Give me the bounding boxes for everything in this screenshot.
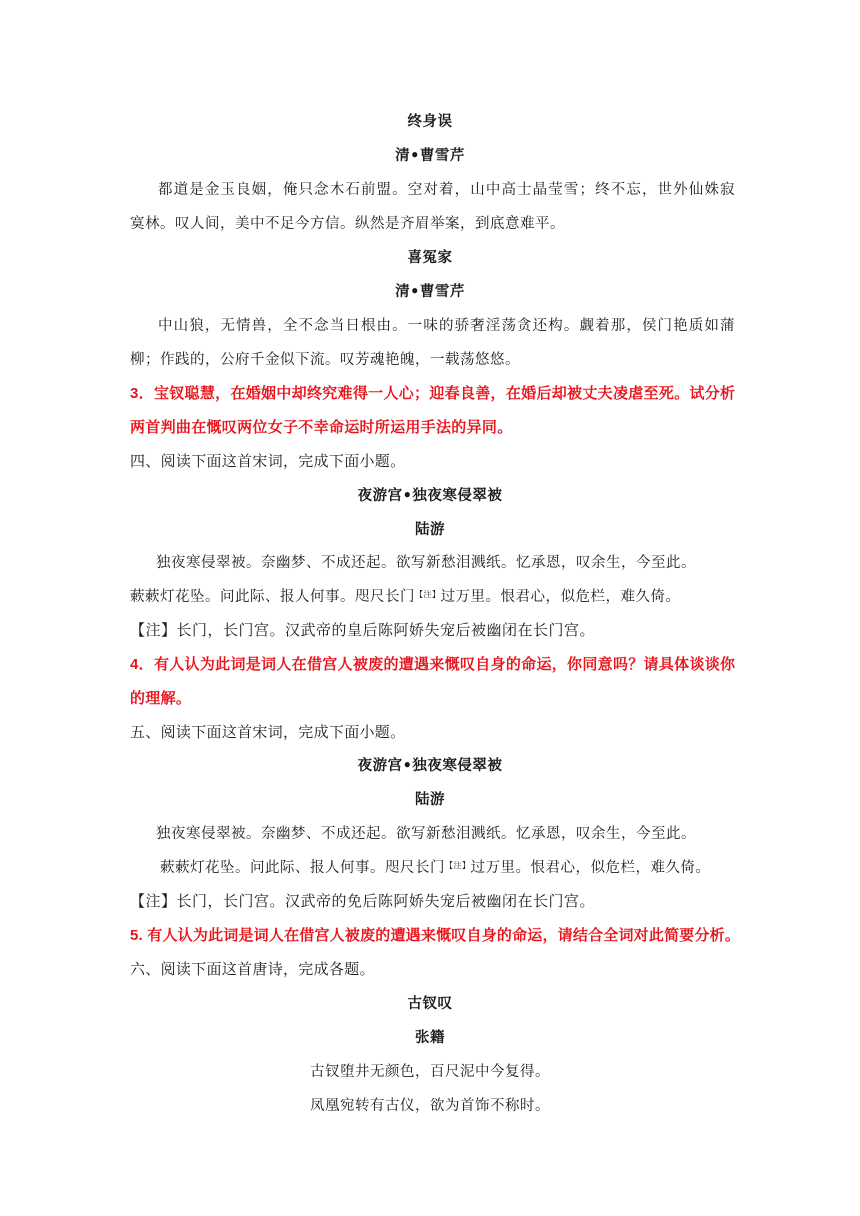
section5-line2-part2: 过万里。恨君心，似危栏，难久倚。 [470, 860, 711, 876]
section6-line2: 凤凰宛转有古仪，欲为首饰不称时。 [310, 1098, 550, 1114]
question4-line1: 4．有人认为此词是词人在借宫人被废的遭遇来慨叹自身的命运，你同意吗？请具体谈谈你 [130, 656, 736, 673]
poem2-line2: 柳；作践的，公府千金似下流。叹芳魂艳魄，一载荡悠悠。 [130, 352, 520, 368]
section6-line1: 古钗堕井无颜色，百尺泥中今复得。 [310, 1064, 550, 1080]
poem1-line2: 寞林。叹人间，美中不足今方信。纵然是齐眉举案，到底意难平。 [130, 216, 565, 232]
section4-line2-part1: 蔌蔌灯花坠。问此际、报人何事。咫尺长门 [130, 589, 415, 605]
poem2-title: 喜冤家 [407, 249, 453, 266]
poem1-line1: 都道是金玉良姻，俺只念木石前盟。空对着，山中高士晶莹雪；终不忘，世外仙姝寂 [158, 182, 735, 198]
section6-title: 古钗叹 [407, 995, 453, 1012]
section4-heading: 四、阅读下面这首宋词，完成下面小题。 [130, 453, 406, 470]
poem2-line1: 中山狼，无情兽，全不念当日根由。一味的骄奢淫荡贪还构。觑着那，侯门艳质如蒲 [158, 318, 735, 334]
poem2-author: 清•曹雪芹 [395, 283, 465, 300]
question3-line1: 3．宝钗聪慧，在婚姻中却终究难得一人心；迎春良善，在婚后却被丈夫凌虐至死。试分析 [130, 385, 736, 402]
section4-line1: 独夜寒侵翠被。奈幽梦、不成还起。欲写新愁泪溅纸。忆承恩，叹余生，今至此。 [156, 555, 696, 571]
question4-line2: 的理解。 [130, 690, 192, 707]
poem1-author: 清•曹雪芹 [395, 147, 465, 164]
section6-author: 张籍 [415, 1029, 445, 1046]
poem1-title: 终身误 [407, 113, 453, 130]
section4-line2-part2: 过万里。恨君心，似危栏，难久倚。 [440, 589, 681, 605]
section5-note-marker: 【注】 [445, 861, 471, 870]
section5-line2-part1: 蔌蔌灯花坠。问此际、报人何事。咫尺长门 [160, 860, 445, 876]
question3-line2: 两首判曲在慨叹两位女子不幸命运时所运用手法的异同。 [130, 419, 513, 436]
question5-line1: 5. 有人认为此词是词人在借宫人被废的遭遇来慨叹自身的命运，请结合全词对此简要分析。 [130, 927, 741, 944]
section4-author: 陆游 [415, 521, 445, 538]
section4-note: 【注】长门，长门宫。汉武帝的皇后陈阿娇失宠后被幽闭在长门宫。 [130, 622, 596, 639]
section6-heading: 六、阅读下面这首唐诗，完成各题。 [130, 961, 375, 978]
section4-note-marker: 【注】 [415, 590, 441, 599]
section5-line1: 独夜寒侵翠被。奈幽梦、不成还起。欲写新愁泪溅纸。忆承恩，叹余生，今至此。 [156, 826, 696, 842]
section5-title: 夜游宫•独夜寒侵翠被 [357, 757, 503, 774]
section5-author: 陆游 [415, 791, 445, 808]
section5-line2 [130, 858, 765, 878]
section4-line2 [130, 587, 735, 607]
section5-note: 【注】长门，长门宫。汉武帝的免后陈阿娇失宠后被幽闭在长门宫。 [130, 893, 596, 910]
section4-title: 夜游宫•独夜寒侵翠被 [357, 487, 503, 504]
section5-heading: 五、阅读下面这首宋词，完成下面小题。 [130, 724, 406, 741]
